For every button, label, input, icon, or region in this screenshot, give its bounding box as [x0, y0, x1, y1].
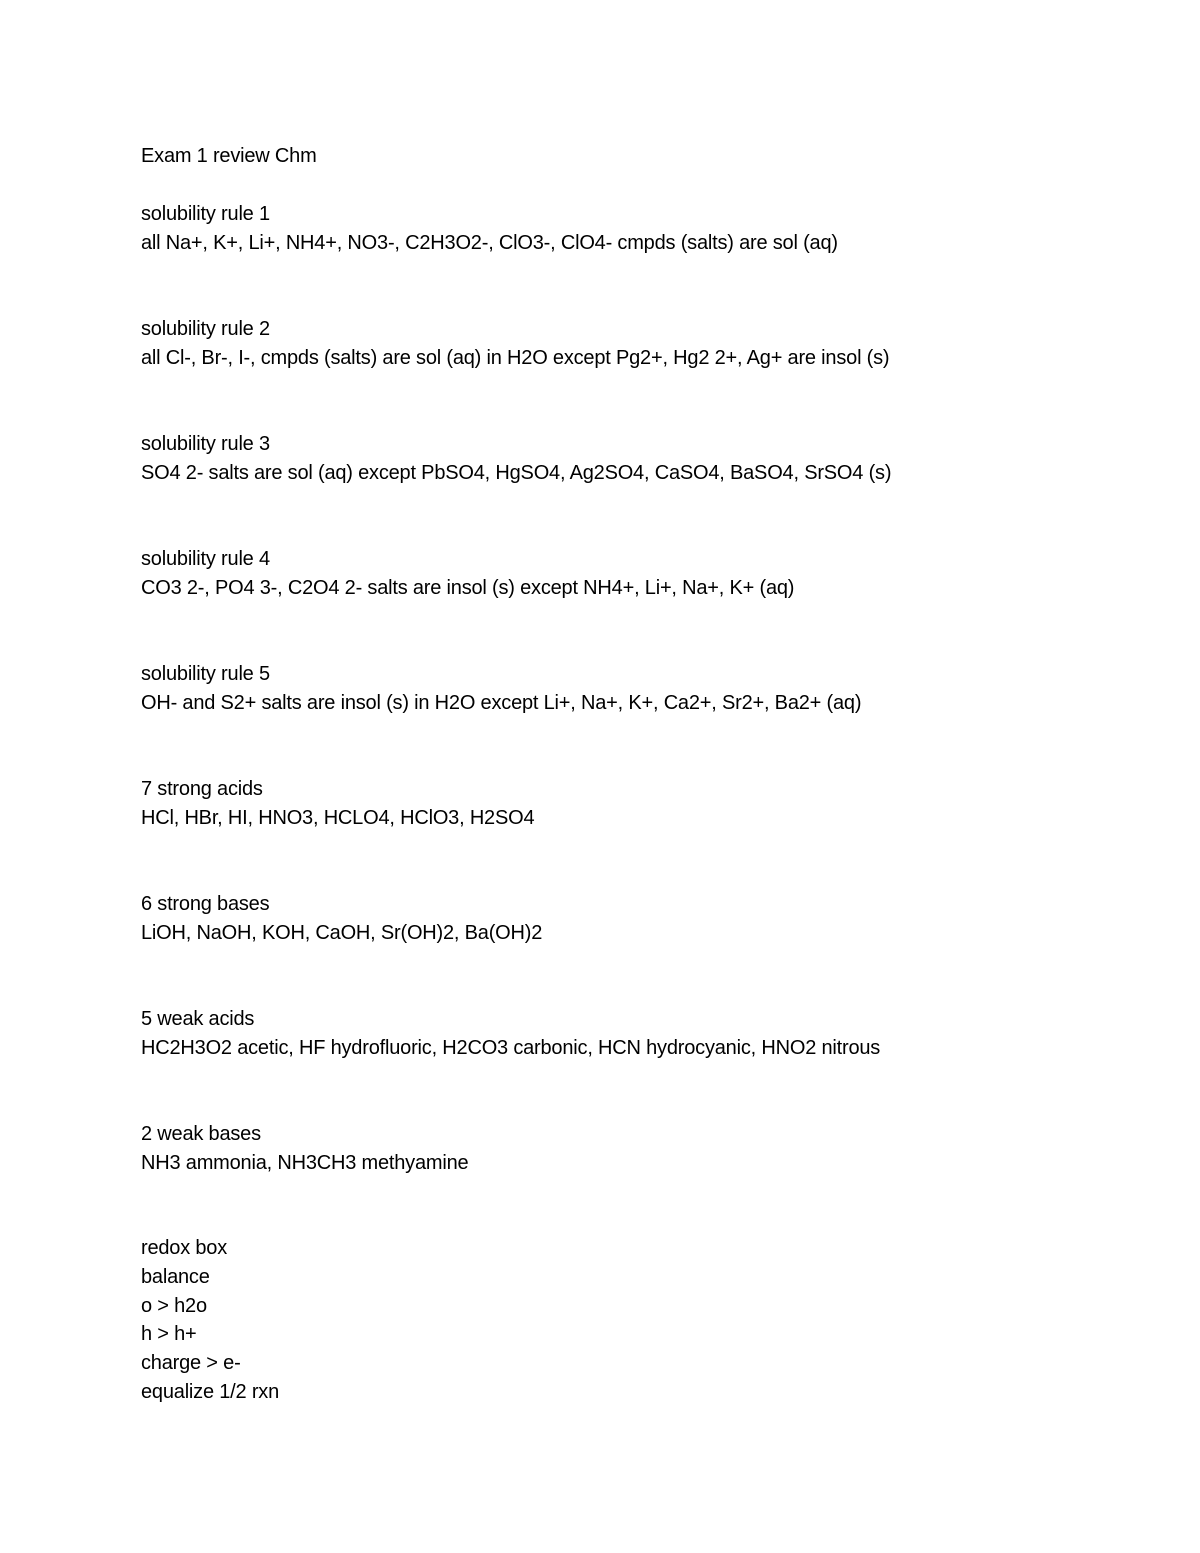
section-text: HCl, HBr, HI, HNO3, HCLO4, HClO3, H2SO4: [141, 807, 535, 829]
section-text: all Cl-, Br-, I-, cmpds (salts) are sol (aq) in H2O except Pg2+, Hg2 2+, Ag+ are insol (s): [141, 347, 890, 369]
section-heading: solubility rule 1: [141, 203, 270, 225]
section-text: o > h2o: [141, 1295, 207, 1317]
section-text: HC2H3O2 acetic, HF hydrofluoric, H2CO3 carbonic, HCN hydrocyanic, HNO2 nitrous: [141, 1037, 881, 1059]
section-heading: solubility rule 3: [141, 433, 270, 455]
section-text: LiOH, NaOH, KOH, CaOH, Sr(OH)2, Ba(OH)2: [141, 922, 543, 944]
section-text: equalize 1/2 rxn: [141, 1381, 280, 1403]
section-text: CO3 2-, PO4 3-, C2O4 2- salts are insol (s) except NH4+, Li+, Na+, K+ (aq): [141, 577, 795, 599]
section-text: SO4 2- salts are sol (aq) except PbSO4, HgSO4, Ag2SO4, CaSO4, BaSO4, SrSO4 (s): [141, 462, 892, 484]
section-heading: solubility rule 5: [141, 663, 270, 685]
section-text: h > h+: [141, 1323, 197, 1345]
section-heading: 7 strong acids: [141, 778, 263, 800]
section-heading: 6 strong bases: [141, 893, 270, 915]
section-heading: redox box: [141, 1237, 228, 1259]
section-text: balance: [141, 1266, 210, 1288]
section-heading: solubility rule 4: [141, 548, 270, 570]
section-text: charge > e-: [141, 1352, 241, 1374]
section-text: OH- and S2+ salts are insol (s) in H2O except Li+, Na+, K+, Ca2+, Sr2+, Ba2+ (aq): [141, 692, 862, 714]
section-text: all Na+, K+, Li+, NH4+, NO3-, C2H3O2-, ClO3-, ClO4- cmpds (salts) are sol (aq): [141, 232, 838, 254]
section-heading: solubility rule 2: [141, 318, 270, 340]
section-text: NH3 ammonia, NH3CH3 methyamine: [141, 1152, 469, 1174]
page-title: Exam 1 review Chm: [141, 145, 317, 167]
section-heading: 2 weak bases: [141, 1123, 261, 1145]
section-heading: 5 weak acids: [141, 1008, 255, 1030]
